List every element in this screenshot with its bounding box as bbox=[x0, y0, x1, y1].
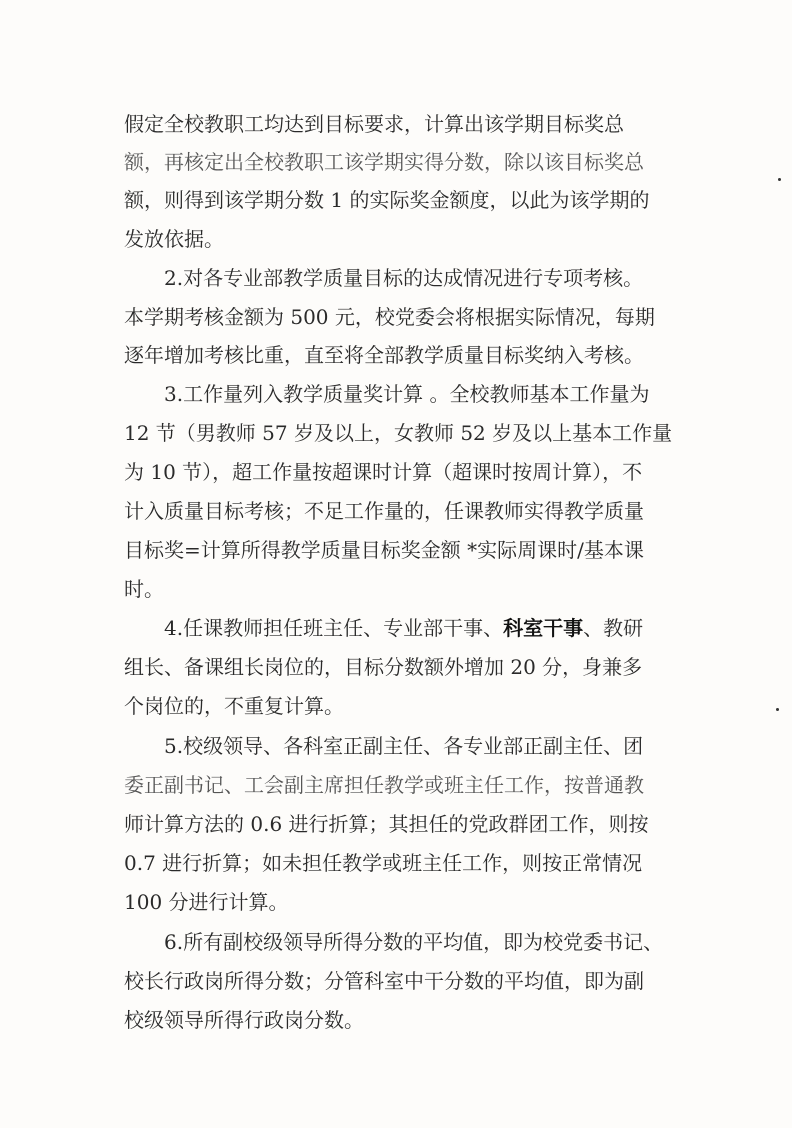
paragraph-1-line-4: 发放依据。 bbox=[124, 227, 224, 251]
paragraph-2-line-3: 逐年增加考核比重，直至将全部教学质量目标奖纳入考核。 bbox=[124, 343, 644, 367]
paragraph-2-line-2: 本学期考核金额为 500 元，校党委会将根据实际情况，每期 bbox=[124, 305, 655, 329]
paragraph-3-line-5: 目标奖=计算所得教学质量目标奖金额 *实际周课时/基本课 bbox=[124, 538, 644, 562]
scan-speck bbox=[776, 708, 779, 711]
paragraph-6-line-2: 校长行政岗所得分数；分管科室中干分数的平均值，即为副 bbox=[124, 969, 644, 993]
paragraph-3-line-1: 3.工作量列入教学质量奖计算 。全校教师基本工作量为 bbox=[164, 382, 650, 406]
paragraph-4-line-1-tail: 、教研 bbox=[583, 616, 644, 640]
paragraph-2-line-1: 2.对各专业部教学质量目标的达成情况进行专项考核。 bbox=[164, 266, 644, 290]
paragraph-6-line-1: 6.所有副校级领导所得分数的平均值，即为校党委书记、 bbox=[164, 930, 664, 954]
paragraph-4-bold-term: 科室干事 bbox=[503, 616, 584, 640]
paragraph-3-line-2: 12 节（男教师 57 岁及以上，女教师 52 岁及以上基本工作量 bbox=[124, 421, 673, 445]
paragraph-5-line-3: 师计算方法的 0.6 进行折算；其担任的党政群团工作，则按 bbox=[124, 812, 649, 836]
paragraph-1-line-3: 额，则得到该学期分数 1 的实际奖金额度，以此为该学期的 bbox=[124, 188, 650, 212]
paragraph-4-line-2: 组长、备课组长岗位的，目标分数额外增加 20 分，身兼多 bbox=[124, 655, 643, 679]
paragraph-3-line-3: 为 10 节），超工作量按超课时计算（超课时按周计算），不 bbox=[124, 460, 643, 484]
paragraph-6-line-3: 校级领导所得行政岗分数。 bbox=[124, 1008, 364, 1032]
paragraph-4-line-3: 个岗位的，不重复计算。 bbox=[124, 694, 344, 718]
paragraph-5-line-5: 100 分进行计算。 bbox=[124, 890, 289, 914]
paragraph-5-line-4: 0.7 进行折算；如未担任教学或班主任工作，则按正常情况 bbox=[124, 851, 643, 875]
paragraph-4-line-1-text: 4.任课教师担任班主任、专业部干事、 bbox=[164, 616, 504, 640]
scan-speck bbox=[778, 178, 781, 181]
paragraph-5-line-2: 委正副书记、工会副主席担任教学或班主任工作，按普通教 bbox=[124, 773, 644, 797]
paragraph-3-line-6: 时。 bbox=[124, 577, 164, 601]
paragraph-4-line-1 bbox=[164, 616, 643, 640]
paragraph-1-line-1: 假定全校教职工均达到目标要求，计算出该学期目标奖总 bbox=[124, 112, 624, 136]
paragraph-3-line-4: 计入质量目标考核；不足工作量的，任课教师实得教学质量 bbox=[124, 499, 644, 523]
paragraph-5-line-1: 5.校级领导、各科室正副主任、各专业部正副主任、团 bbox=[164, 734, 644, 758]
paragraph-1-line-2: 额，再核定出全校教职工该学期实得分数，除以该目标奖总 bbox=[124, 150, 644, 174]
